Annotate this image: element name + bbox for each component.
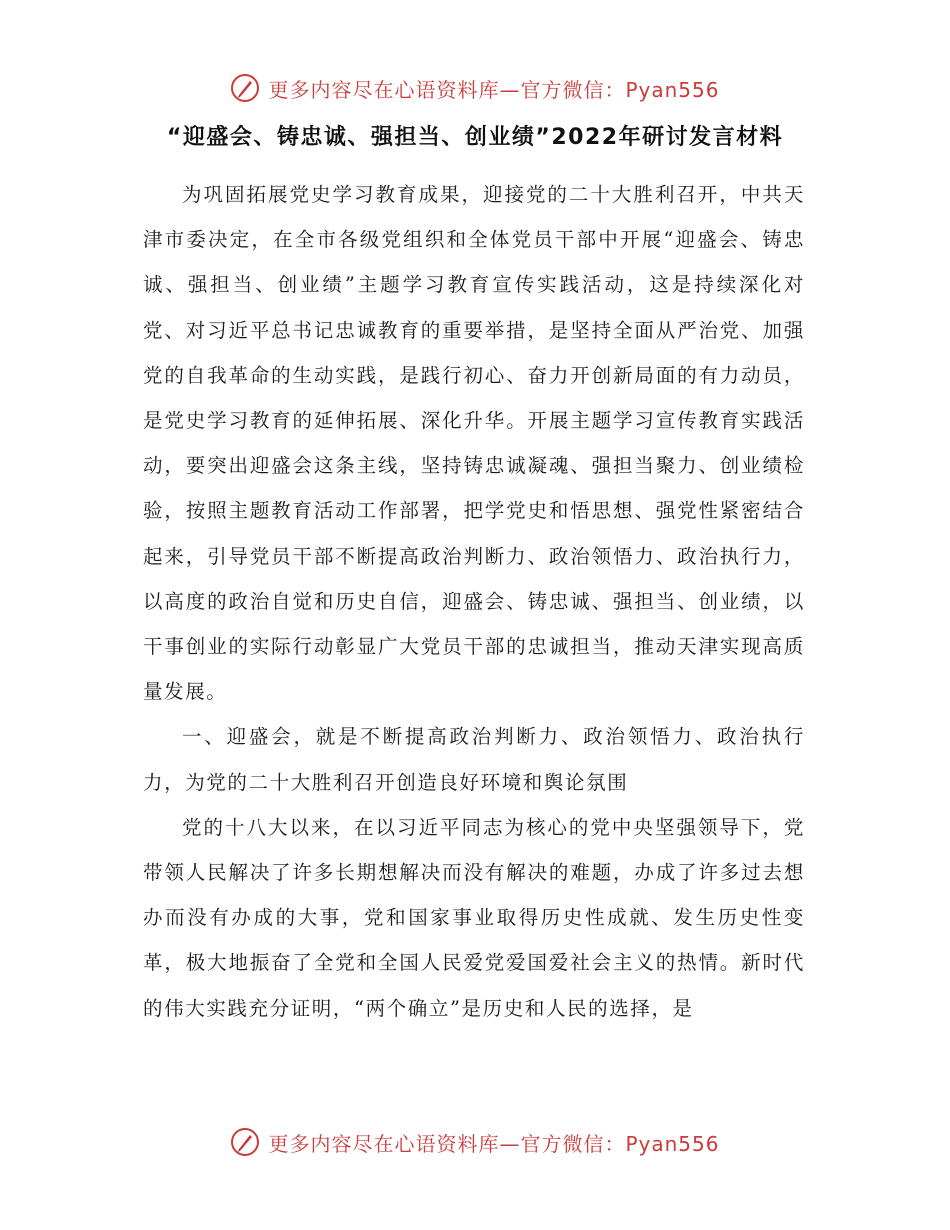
quill-pen-icon	[230, 73, 260, 103]
paragraph-section-body: 党的十八大以来，在以习近平同志为核心的党中央坚强领导下，党带领人民解决了许多长期想解决而没有解决的难题，办成了许多过去想办而没有办成的大事，党和国家事业取得历史性成就、发生历史性变革，极大地振奋了全党和全国人民爱党爱国爱社会主义的热情。新时代的伟大实践充分证明，“两个确立”是历史和人民的选择，是	[143, 815, 805, 1020]
watermark-text: 更多内容尽在心语资料库—官方微信：Pyan556	[268, 77, 720, 102]
document-body	[143, 172, 805, 1031]
document-title: “迎盛会、铸忠诚、强担当、创业绩”2022年研讨发言材料	[166, 125, 784, 150]
paragraph-intro: 为巩固拓展党史学习教育成果，迎接党的二十大胜利召开，中共天津市委决定，在全市各级党组织和全体党员干部中开展“迎盛会、铸忠诚、强担当、创业绩”主题学习教育宣传实践活动，这是持续深化对党、对习近平总书记忠诚教育的重要举措，是坚持全面从严治党、加强党的自我革命的生动实践，是践行初心、奋力开创新局面的有力动员，是党史学习教育的延伸拓展、深化升华。开展主题学习宣传教育实践活动，要突出迎盛会这条主线，坚持铸忠诚凝魂、强担当聚力、创业绩检验，按照主题教育活动工作部署，把学党史和悟思想、强党性紧密结合起来，引导党员干部不断提高政治判断力、政治领悟力、政治执行力，以高度的政治自觉和历史自信，迎盛会、铸忠诚、强担当、创业绩，以干事创业的实际行动彰显广大党员干部的忠诚担当，推动天津实现高质量发展。	[143, 183, 805, 704]
watermark-text: 更多内容尽在心语资料库—官方微信：Pyan556	[268, 1131, 720, 1156]
header-watermark	[0, 68, 950, 108]
paragraph-section-heading: 一、迎盛会，就是不断提高政治判断力、政治领悟力、政治执行力，为党的二十大胜利召开创造良好环境和舆论氛围	[143, 725, 805, 794]
footer-watermark	[0, 1122, 950, 1162]
quill-pen-icon	[230, 1127, 260, 1157]
